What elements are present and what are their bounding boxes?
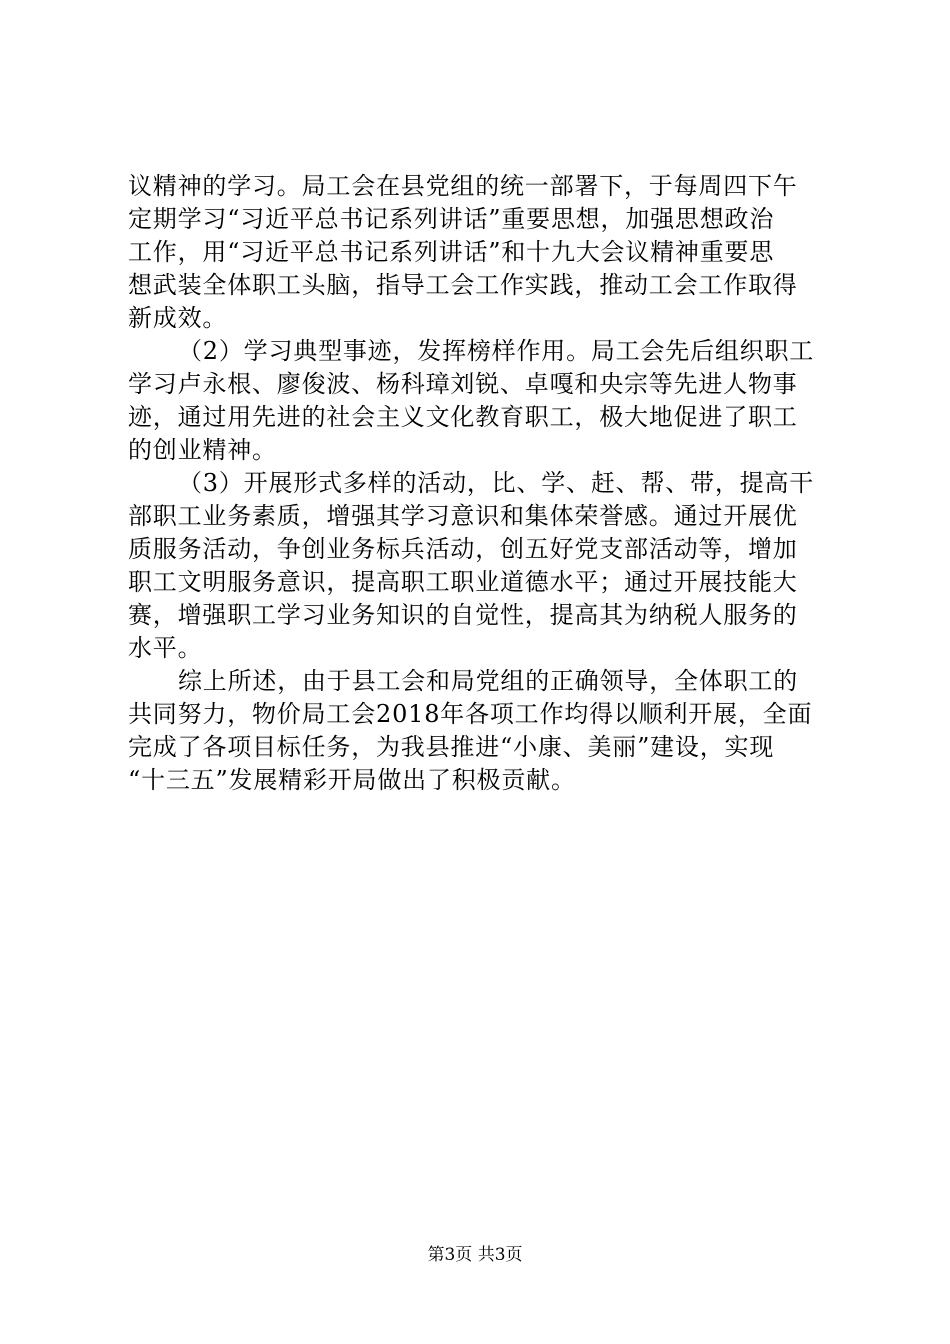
text-line: 学习卢永根、廖俊波、杨科璋刘锐、卓嘎和央宗等先进人物事 bbox=[128, 370, 798, 398]
page-number-footer: 第3页 共3页 bbox=[427, 1245, 523, 1265]
text-line: 职工文明服务意识，提高职工职业道德水平；通过开展技能大 bbox=[128, 568, 798, 596]
text-line: （3）开展形式多样的活动，比、学、赶、帮、带，提高干 bbox=[178, 469, 815, 497]
text-line: 共同努力，物价局工会2018年各项工作均得以顺利开展，全面 bbox=[128, 700, 813, 728]
text-line: 议精神的学习。局工会在县党组的统一部署下，于每周四下午 bbox=[128, 172, 798, 200]
text-line: 质服务活动，争创业务标兵活动，创五好党支部活动等，增加 bbox=[128, 535, 798, 563]
text-line: 工作，用“习近平总书记系列讲话”和十九大会议精神重要思 bbox=[128, 238, 775, 266]
text-line: 想武装全体职工头脑，指导工会工作实践，推动工会工作取得 bbox=[128, 271, 798, 299]
text-line: 完成了各项目标任务，为我县推进“小康、美丽”建设，实现 bbox=[128, 733, 775, 761]
text-line: 迹，通过用先进的社会主义文化教育职工，极大地促进了职工 bbox=[128, 403, 798, 431]
text-line: 新成效。 bbox=[128, 304, 228, 332]
text-line: 水平。 bbox=[128, 634, 203, 662]
text-line: 综上所述，由于县工会和局党组的正确领导，全体职工的 bbox=[178, 667, 798, 695]
text-line: 的创业精神。 bbox=[128, 436, 277, 464]
text-line: 部职工业务素质，增强其学习意识和集体荣誉感。通过开展优 bbox=[128, 502, 798, 530]
text-line: “十三五”发展精彩开局做出了积极贡献。 bbox=[128, 766, 576, 794]
text-line: 赛，增强职工学习业务知识的自觉性，提高其为纳税人服务的 bbox=[128, 601, 798, 629]
text-line: （2）学习典型事迹，发挥榜样作用。局工会先后组织职工 bbox=[178, 337, 815, 365]
text-line: 定期学习“习近平总书记系列讲话”重要思想，加强思想政治 bbox=[128, 205, 775, 233]
document-body bbox=[128, 170, 828, 797]
